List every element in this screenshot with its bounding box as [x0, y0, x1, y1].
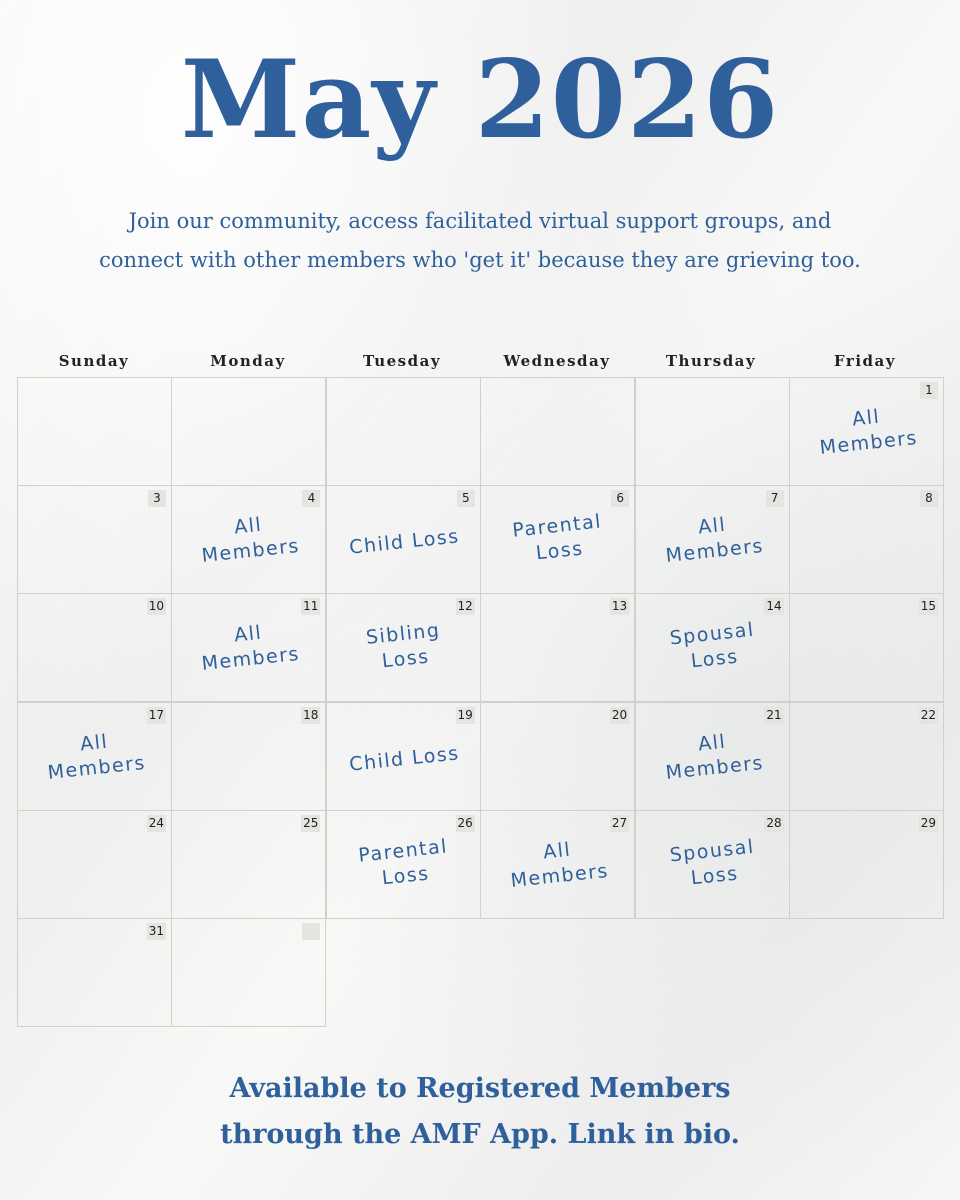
- event-label-line: Loss: [380, 862, 431, 890]
- calendar-cell[interactable]: [171, 377, 326, 486]
- day-number: 1: [920, 382, 938, 399]
- day-number: 28: [766, 815, 782, 830]
- footer-note: [0, 1066, 960, 1158]
- support-group-event[interactable]: [633, 614, 792, 680]
- support-group-event[interactable]: [326, 739, 483, 780]
- event-label-line: Loss: [689, 862, 740, 890]
- support-group-event[interactable]: [479, 506, 638, 572]
- weekday-tuesday: Tuesday: [362, 352, 442, 370]
- day-number: 6: [611, 490, 629, 507]
- event-label-line: Members: [664, 535, 765, 568]
- calendar-cell[interactable]: [635, 593, 790, 702]
- event-label-line: All: [79, 730, 110, 756]
- calendar-grid: [17, 377, 944, 1027]
- support-group-event[interactable]: [170, 614, 329, 680]
- calendar-cell[interactable]: [480, 485, 635, 594]
- event-label-line: Child Loss: [348, 525, 461, 559]
- day-number: 31: [148, 924, 164, 938]
- event-label-line: Members: [509, 859, 611, 892]
- day-number: 21: [766, 707, 782, 722]
- event-label-line: Parental: [357, 835, 449, 867]
- weekday-sunday: Sunday: [58, 352, 130, 370]
- event-label-line: Loss: [535, 537, 585, 565]
- day-number: 29: [920, 815, 936, 830]
- day-number: 26: [457, 815, 473, 830]
- day-number: 8: [920, 490, 938, 507]
- weekday-friday: Friday: [834, 352, 896, 370]
- day-number: 3: [148, 490, 166, 507]
- event-label-line: Parental: [511, 510, 604, 542]
- support-group-event[interactable]: [325, 614, 484, 680]
- day-number: 11: [303, 599, 319, 614]
- support-group-event[interactable]: [479, 831, 638, 897]
- intro-line-1: Join our community, access facilitated virtual support groups, and: [128, 209, 832, 233]
- event-label-line: Sibling: [364, 619, 442, 650]
- calendar-cell[interactable]: [789, 485, 944, 594]
- support-group-event[interactable]: [633, 506, 792, 572]
- calendar-cell[interactable]: [171, 918, 326, 1027]
- event-label-line: Members: [46, 751, 147, 784]
- intro-line-2: connect with other members who 'get it' because they are grieving too.: [99, 248, 861, 272]
- support-group-event[interactable]: [326, 522, 483, 563]
- calendar-cell[interactable]: [326, 593, 481, 702]
- calendar-cell[interactable]: [480, 702, 635, 811]
- weekday-thursday: Thursday: [665, 352, 757, 370]
- day-number: 27: [611, 815, 628, 830]
- calendar-cell[interactable]: [480, 810, 635, 919]
- event-label-line: Loss: [689, 645, 740, 673]
- calendar-title: May 2026: [180, 37, 780, 163]
- event-label-line: Spousal: [668, 835, 756, 867]
- footer-line-1: Available to Registered Members: [229, 1073, 731, 1104]
- event-label-line: Loss: [380, 645, 431, 673]
- event-label-line: Members: [200, 643, 302, 676]
- calendar-cell[interactable]: [171, 810, 326, 919]
- day-number: 22: [920, 707, 936, 722]
- calendar-cell[interactable]: [480, 377, 635, 486]
- event-label-line: Members: [200, 535, 302, 568]
- calendar-cell[interactable]: [480, 593, 635, 702]
- day-number: 4: [302, 490, 320, 507]
- support-group-event[interactable]: [325, 831, 484, 897]
- event-label-line: All: [233, 622, 264, 647]
- support-group-event[interactable]: [788, 398, 947, 464]
- weekday-header: [17, 352, 944, 376]
- calendar-cell[interactable]: [326, 485, 481, 594]
- calendar-cell[interactable]: [635, 377, 790, 486]
- event-label-line: Spousal: [668, 619, 756, 650]
- calendar-cell[interactable]: [635, 702, 790, 811]
- calendar-cell[interactable]: [171, 702, 326, 811]
- day-number: 5: [457, 490, 475, 507]
- calendar-cell[interactable]: [789, 702, 944, 811]
- event-label-line: All: [233, 513, 264, 539]
- support-group-event[interactable]: [16, 723, 175, 789]
- day-number: 20: [611, 707, 628, 722]
- day-number: 14: [766, 599, 782, 614]
- day-number: 7: [766, 490, 784, 507]
- calendar-cell[interactable]: [17, 377, 172, 486]
- calendar-cell[interactable]: [326, 702, 481, 811]
- calendar-cell[interactable]: [17, 810, 172, 919]
- support-group-event[interactable]: [633, 831, 792, 897]
- day-number: 13: [611, 599, 628, 614]
- day-number: 25: [303, 815, 319, 830]
- event-label-line: All: [696, 513, 727, 539]
- weekday-wednesday: Wednesday: [503, 352, 611, 370]
- calendar-cell[interactable]: [326, 377, 481, 486]
- calendar-cell[interactable]: [17, 593, 172, 702]
- weekday-monday: Monday: [210, 352, 286, 370]
- event-label-line: Members: [818, 426, 919, 460]
- support-group-event[interactable]: [633, 723, 792, 789]
- event-label-line: Child Loss: [348, 741, 461, 776]
- day-number: 17: [148, 707, 164, 722]
- event-label-line: All: [542, 838, 573, 864]
- calendar-cell[interactable]: [789, 377, 944, 486]
- calendar-cell[interactable]: [635, 485, 790, 594]
- event-label-line: Members: [664, 751, 765, 784]
- calendar-cell[interactable]: [171, 485, 326, 594]
- day-number: 12: [457, 599, 473, 614]
- calendar-cell[interactable]: [789, 810, 944, 919]
- event-label-line: All: [696, 730, 727, 756]
- day-number: 18: [303, 707, 319, 722]
- calendar-cell[interactable]: [326, 810, 481, 919]
- support-group-event[interactable]: [170, 506, 329, 572]
- calendar-cell[interactable]: [635, 810, 790, 919]
- day-number: 19: [457, 707, 473, 722]
- event-label-line: All: [851, 405, 882, 431]
- calendar-cell[interactable]: [17, 918, 172, 1027]
- footer-line-2: through the AMF App. Link in bio.: [220, 1119, 740, 1150]
- calendar-cell[interactable]: [17, 702, 172, 811]
- calendar-cell[interactable]: [17, 485, 172, 594]
- day-number: 24: [148, 815, 164, 830]
- calendar-cell[interactable]: [789, 593, 944, 702]
- intro-text: [20, 202, 940, 280]
- calendar-cell[interactable]: [171, 593, 326, 702]
- day-number: 15: [920, 599, 936, 614]
- day-number: 10: [148, 599, 164, 614]
- day-number: [302, 923, 320, 940]
